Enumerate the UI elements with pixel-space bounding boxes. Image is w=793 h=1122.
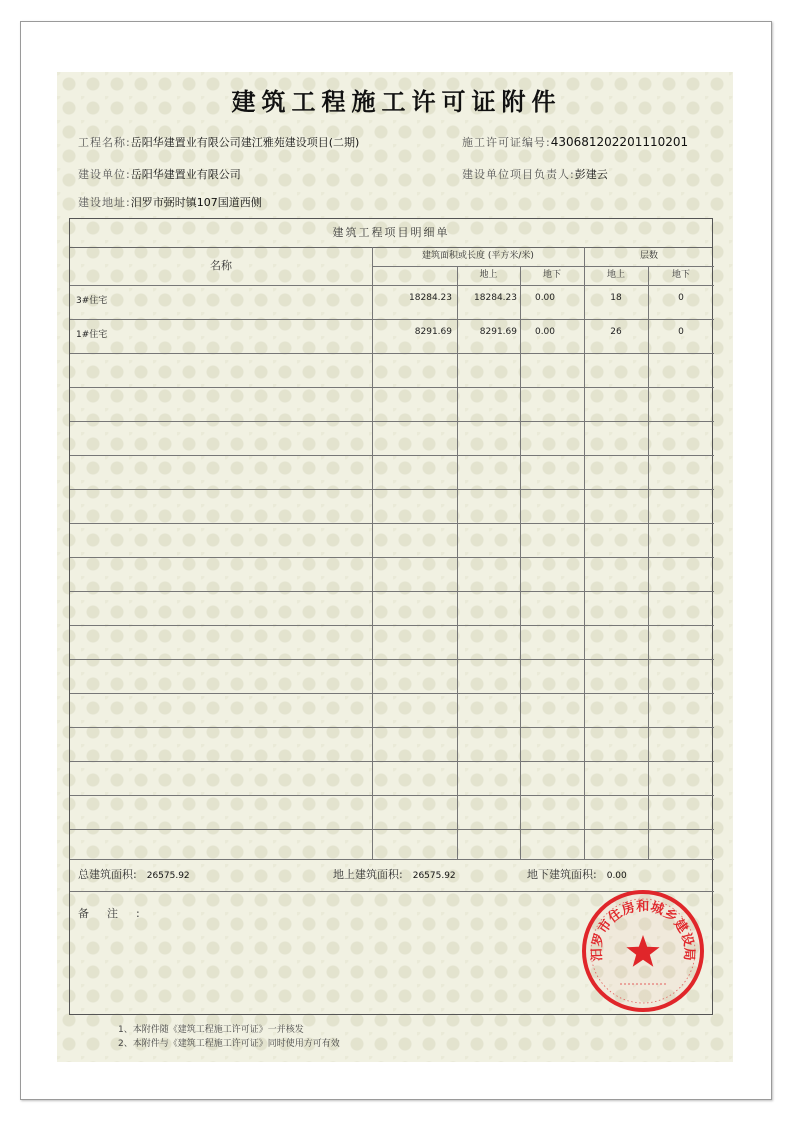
remark-label: 备注: xyxy=(78,907,158,920)
below-area xyxy=(527,866,627,882)
col-line xyxy=(520,266,521,859)
row2-below: 0.00 xyxy=(534,327,556,337)
note-2: 2、本附件与《建筑工程施工许可证》同时使用方可有效 xyxy=(118,1039,340,1049)
document-title: 建筑工程施工许可证附件 xyxy=(231,87,562,116)
row-line xyxy=(70,659,714,660)
official-seal xyxy=(580,888,706,1014)
row1-area: 18284.23 xyxy=(409,293,452,303)
header-divider xyxy=(372,266,714,267)
totals-top-line xyxy=(70,859,714,860)
row2-floors-below: 0 xyxy=(678,327,684,337)
project-name-label: 工程名称: xyxy=(78,136,131,149)
permit-number-label: 施工许可证编号: xyxy=(462,136,551,149)
manager-value: 彭建云 xyxy=(574,168,608,181)
row-line xyxy=(70,727,714,728)
above-area-label: 地上建筑面积: xyxy=(333,868,403,881)
row-line xyxy=(70,761,714,762)
row-line xyxy=(70,795,714,796)
header-floors: 层数 xyxy=(639,251,658,261)
row-line xyxy=(70,693,714,694)
row2-area: 8291.69 xyxy=(414,327,452,337)
row1-floors-above: 18 xyxy=(610,293,622,303)
row-line xyxy=(70,387,714,388)
address-label: 建设地址: xyxy=(78,196,131,209)
total-area xyxy=(78,866,190,882)
header-area-below: 地下 xyxy=(542,270,561,280)
row-line xyxy=(70,625,714,626)
row-line xyxy=(70,557,714,558)
row-line xyxy=(70,489,714,490)
row1-below: 0.00 xyxy=(534,293,556,303)
row-line xyxy=(70,523,714,524)
row-line xyxy=(70,591,714,592)
row2-above: 8291.69 xyxy=(479,327,517,337)
header-name: 名称 xyxy=(210,259,232,272)
table-title: 建筑工程项目明细单 xyxy=(70,219,712,248)
row2-floors-above: 26 xyxy=(610,327,622,337)
header-bottom-line xyxy=(70,285,714,286)
header-floors-above: 地上 xyxy=(606,270,625,280)
row1-above: 18284.23 xyxy=(474,293,517,303)
row-line xyxy=(70,353,714,354)
builder-line xyxy=(78,166,241,182)
address-value: 汨罗市弼时镇107国道西侧 xyxy=(130,196,262,209)
below-area-label: 地下建筑面积: xyxy=(527,868,597,881)
header-area-above: 地上 xyxy=(479,270,498,280)
total-area-value: 26575.92 xyxy=(146,871,190,881)
total-area-label: 总建筑面积: xyxy=(78,868,137,881)
row-line xyxy=(70,421,714,422)
col-line xyxy=(584,247,585,859)
project-name-line xyxy=(78,134,359,150)
row-line xyxy=(70,455,714,456)
header-area: 建筑面积或长度 (平方米/米) xyxy=(422,251,534,261)
col-line xyxy=(648,266,649,859)
manager-line xyxy=(462,166,608,182)
note-1: 1、本附件随《建筑工程施工许可证》一并核发 xyxy=(118,1025,304,1035)
address-line xyxy=(78,194,262,210)
col-line xyxy=(457,266,458,859)
manager-label: 建设单位项目负责人: xyxy=(462,168,575,181)
project-name-value: 岳阳华建置业有限公司建江雅苑建设项目(二期) xyxy=(130,136,360,149)
row1-name: 3#住宅 xyxy=(76,296,108,306)
seal-text-path: 汨罗市住房和城乡建设局 xyxy=(589,899,697,962)
col-line xyxy=(372,247,373,859)
below-area-value: 0.00 xyxy=(606,871,627,881)
permit-number-value: 430681202201110201 xyxy=(550,135,689,149)
permit-number-line xyxy=(462,134,688,150)
row-line xyxy=(70,319,714,320)
above-area-value: 26575.92 xyxy=(412,871,456,881)
row1-floors-below: 0 xyxy=(678,293,684,303)
header-floors-below: 地下 xyxy=(671,270,690,280)
above-area xyxy=(333,866,456,882)
builder-value: 岳阳华建置业有限公司 xyxy=(130,168,241,181)
row2-name: 1#住宅 xyxy=(76,330,108,340)
row-line xyxy=(70,829,714,830)
builder-label: 建设单位: xyxy=(78,168,131,181)
